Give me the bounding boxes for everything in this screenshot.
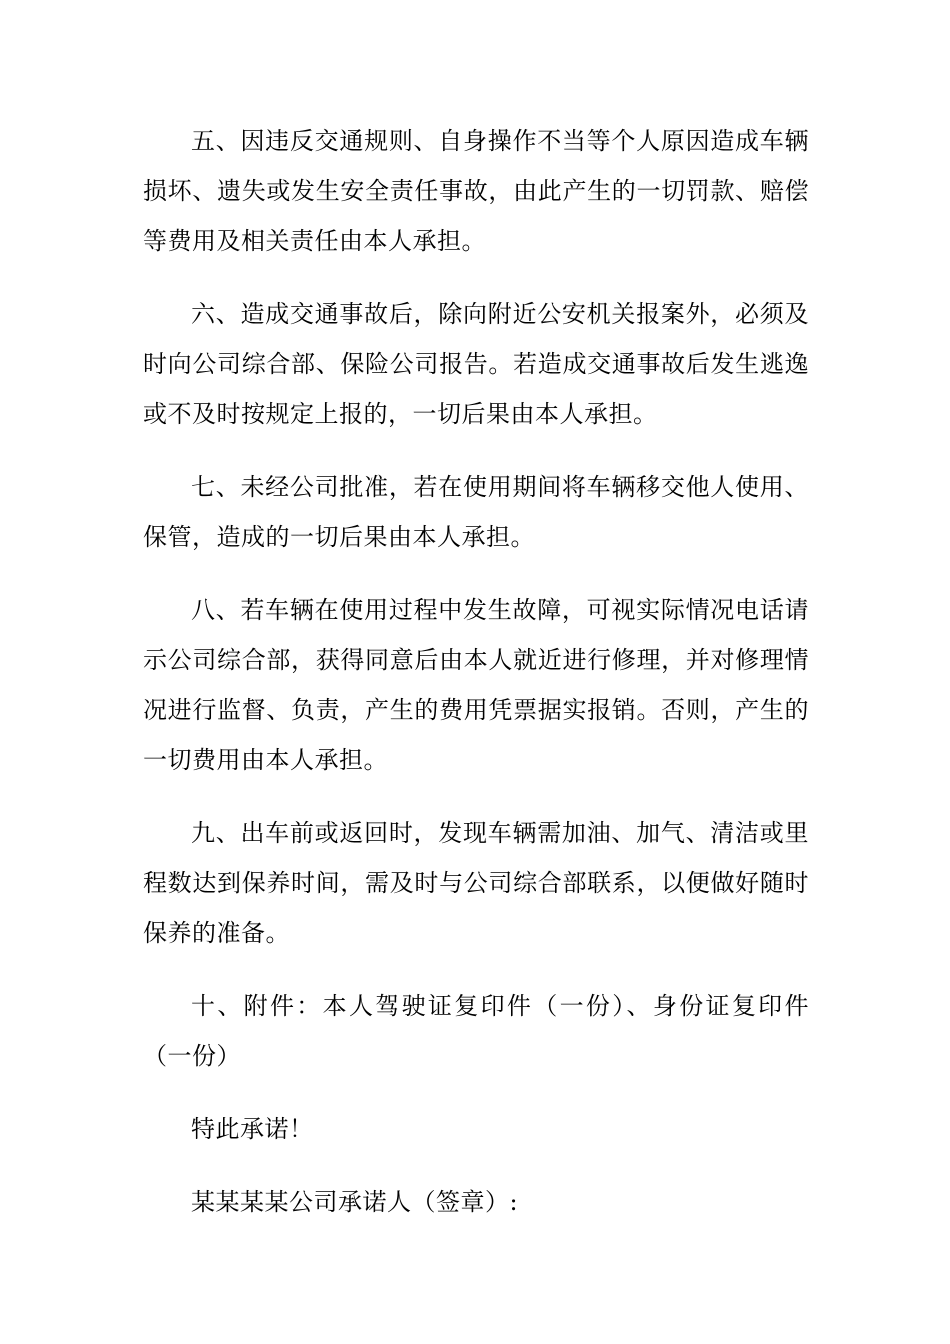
closing-statement: 特此承诺！ (191, 1115, 314, 1143)
clause-eight: 八、若车辆在使用过程中发生故障，可视实际情况电话请示公司综合部，获得同意后由本人就近进行修理，并对修理情况进行监督、负责，产生的费用凭票据实报销。否则，产生的一切费用由本人承担。 (143, 596, 809, 774)
signature-line: 某某某某公司承诺人（签章）: (191, 1188, 519, 1216)
clause-six: 六、造成交通事故后，除向附近公安机关报案外，必须及时向公司综合部、保险公司报告。若造成交通事故后发生逃逸或不及时按规定上报的，一切后果由本人承担。 (143, 300, 809, 428)
clause-seven: 七、未经公司批准，若在使用期间将车辆移交他人使用、保管，造成的一切后果由本人承担。 (143, 473, 809, 551)
clause-ten: 十、附件：本人驾驶证复印件（一份）、身份证复印件（一份） (143, 992, 809, 1070)
document-body (143, 116, 809, 1250)
clause-five: 五、因违反交通规则、自身操作不当等个人原因造成车辆损坏、遗失或发生安全责任事故，由此产生的一切罚款、赔偿等费用及相关责任由本人承担。 (143, 127, 809, 255)
clause-nine: 九、出车前或返回时，发现车辆需加油、加气、清洁或里程数达到保养时间，需及时与公司综合部联系，以便做好随时保养的准备。 (143, 819, 809, 947)
